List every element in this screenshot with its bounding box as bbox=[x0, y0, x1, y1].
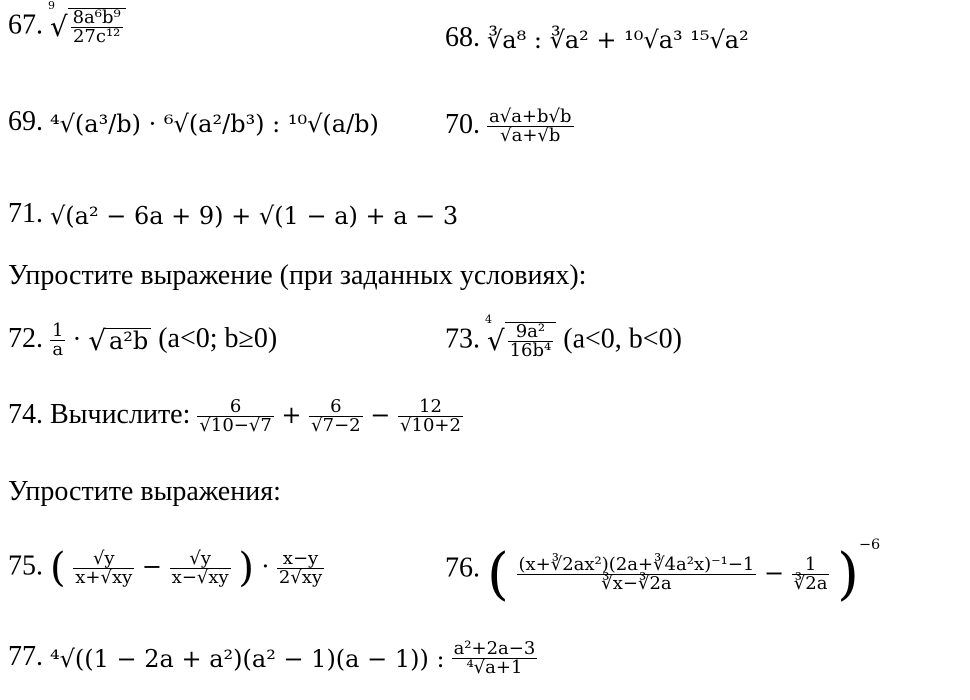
fraction: $\frac{a√a+b√b}{√a+√b}$ bbox=[489, 106, 572, 146]
problem-number: 69. bbox=[8, 106, 43, 137]
problem-71 bbox=[8, 200, 458, 228]
problem-70 bbox=[445, 108, 574, 145]
problem-number: 67. bbox=[8, 9, 43, 41]
problem-75: 75. ( $\frac{√y}{x+√xy}$ − $\frac{√y}{x-√xy}$ ) · $\frac{x-y}{2√xy}$ bbox=[8, 545, 323, 591]
condition: (a<0; b≥0) bbox=[158, 322, 278, 354]
expression: ⁴√((1 − 2a + a²)(a² − 1)(a − 1)) : bbox=[50, 644, 445, 673]
expression: √(a² − 6a + 9) + √(1 − a) + a − 3 bbox=[50, 201, 459, 230]
problem-number: 77. bbox=[8, 640, 43, 672]
exponent: −6 bbox=[858, 537, 881, 553]
problem-67 bbox=[8, 0, 126, 47]
problem-69 bbox=[8, 108, 379, 136]
problem-74: 74. Вычислите: $\frac{6}{√10-√7}$ + $\frac{6}{√7-2}$ − $\frac{12}{√10+2}$ bbox=[8, 396, 461, 436]
problem-number: 74. bbox=[8, 398, 43, 430]
section-heading: Упростите выражения: bbox=[8, 476, 281, 507]
section-heading: Упростите выражение (при заданных условиях): bbox=[8, 260, 587, 291]
problem-number: 71. bbox=[8, 198, 43, 229]
expression: ⁴√(a³/b) · ⁶√(a²/b³) : ¹⁰√(a/b) bbox=[50, 109, 379, 138]
problem-number: 75. bbox=[8, 550, 43, 582]
problem-77: 77. ⁴√((1 − 2a + a²)(a² − 1)(a − 1)) : $\frac{\text{a²+2a−3}}{\text{⁴√a+1}}$ bbox=[8, 638, 536, 678]
problem-73: 73. 4 √ $\frac{\text{9a²}}{\text{16b⁴}}$ (a<0, b<0) bbox=[445, 313, 682, 361]
radical-expression: 9 √ $\frac{\text{8a⁶b⁹}}{\text{27c¹²}}$ bbox=[50, 8, 126, 46]
problem-68 bbox=[445, 24, 749, 52]
expression: ∛a⁸ : ∛a² + ¹⁰√a³ ¹⁵√a² bbox=[487, 25, 749, 54]
problem-number: 72. bbox=[8, 322, 43, 354]
instruction: Вычислите: bbox=[50, 398, 191, 430]
problem-number: 68. bbox=[445, 22, 480, 53]
problem-number: 70. bbox=[445, 108, 480, 140]
problem-number: 76. bbox=[445, 552, 480, 584]
condition: (a<0, b<0) bbox=[563, 323, 682, 355]
problem-72: 72. $\frac{1}{a}$ · √ a²b (a<0; b≥0) bbox=[8, 320, 278, 360]
problem-number: 73. bbox=[445, 323, 480, 355]
problem-76: 76. ( $\frac{\text{(x+∛2ax²)(2a+∛4a²x)⁻¹−1}}{∛x-∛2a}$ − $\frac{1}{∛2a}$ )$^{-6}$ bbox=[445, 537, 881, 607]
